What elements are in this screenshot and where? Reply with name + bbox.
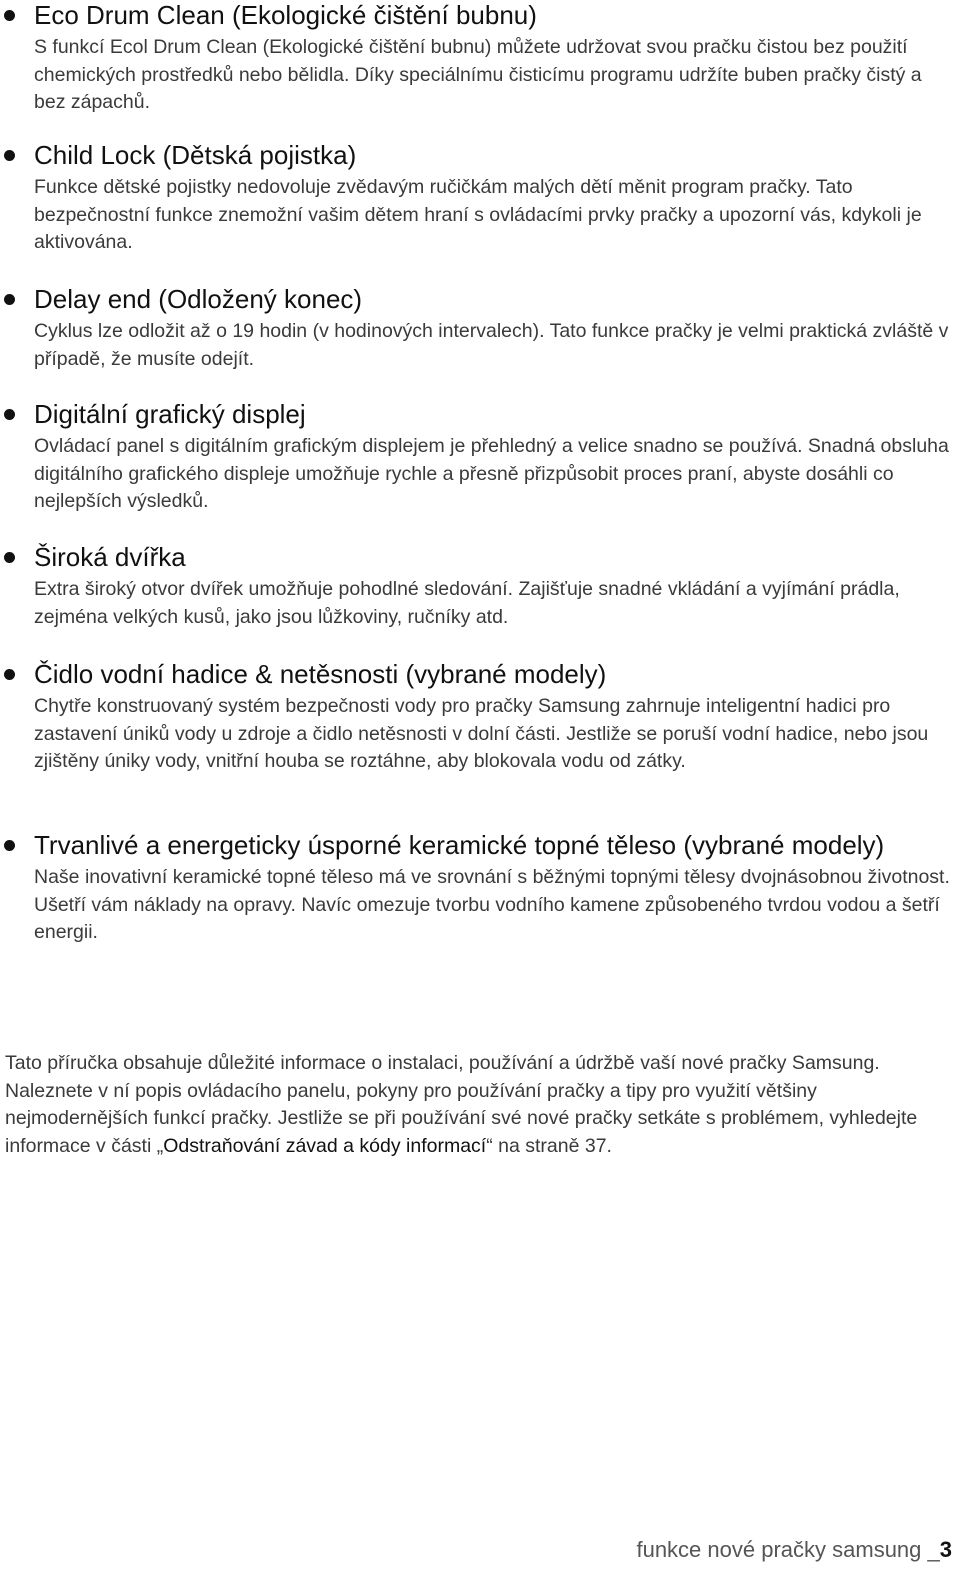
troubleshooting-reference: Odstraňování závad a kódy informací (163, 1134, 487, 1157)
feature-digital-display (0, 395, 960, 516)
feature-description: Ovládací panel s digitálním grafickým displejem je přehledný a velice snadno se používá. Snadná obsluha digitálního grafického displeje umožňuje rychle a přesně přizpůsobit proces praní, abyste dosáhli co nejlepších výsledků. (34, 435, 949, 512)
feature-description: S funkcí Ecol Drum Clean (Ekologické čištění bubnu) můžete udržovat svou pračku čistou bez použití chemických prostředků nebo bělidla. Díky speciálnímu čisticímu programu udržíte buben pračky čistý a bez zápachů. (34, 36, 922, 113)
bullet-icon (4, 409, 15, 420)
intro-text: Tato příručka obsahuje důležité informace o instalaci, používání a údržbě vaší nové pračky Samsung. Naleznete v ní popis ovládacího panelu, pokyny pro používání pračky a tipy pro využití většiny nejmodernějších funkcí pračky. Jestliže se při používání své nové pračky setkáte s problémem, vyhledejte informace v části „ (5, 1052, 918, 1157)
feature-heading-text: Delay end (Odložený konec) (34, 284, 363, 314)
bullet-icon (4, 294, 15, 305)
intro-text-end: “ na straně 37. (486, 1134, 612, 1157)
feature-heading-text: Digitální grafický displej (34, 399, 306, 429)
feature-description: Funkce dětské pojistky nedovoluje zvědavým ručičkám malých dětí měnit program pračky. Tato bezpečnostní funkce znemožní vašim dětem hraní s ovládacími prvky pračky a upozorní vás, kdykoli je aktivována. (34, 176, 922, 253)
footer-section-label: funkce nové pračky samsung _ (636, 1537, 940, 1562)
feature-ceramic-heater (0, 826, 960, 947)
feature-delay-end (0, 280, 960, 373)
feature-heading-text: Child Lock (Dětská pojistka) (34, 140, 357, 170)
feature-description: Extra široký otvor dvířek umožňuje pohodlné sledování. Zajišťuje snadné vkládání a vyjímání prádla, zejména velkých kusů, jako jsou lůžkoviny, ručníky atd. (34, 578, 900, 628)
bullet-icon (4, 150, 15, 161)
feature-heading (0, 395, 950, 433)
feature-description-line: Naše inovativní keramické topné těleso má ve srovnání s běžnými topnými tělesy dvojnásobnou životnost. (34, 866, 950, 888)
feature-heading (0, 280, 950, 318)
feature-heading-text: Široká dvířka (34, 542, 186, 572)
feature-description: Cyklus lze odložit až o 19 hodin (v hodinových intervalech). Tato funkce pračky je velmi praktická zvláště v případě, že musíte odejít. (34, 320, 949, 370)
feature-description (0, 864, 950, 947)
feature-heading (0, 655, 950, 693)
feature-heading (0, 826, 950, 864)
feature-heading (0, 136, 950, 174)
feature-description: Chytře konstruovaný systém bezpečnosti vody pro pračky Samsung zahrnuje inteligentní hadici pro zastavení úniků vody u zdroje a čidlo netěsnosti v dolní části. Jestliže se poruší vodní hadice, nebo jsou zjištěny úniky vody, vnitřní houba se roztáhne, aby blokovala vodu od zátky. (34, 695, 929, 772)
feature-water-hose-sensor (0, 655, 960, 776)
bullet-icon (4, 10, 15, 21)
page-footer (636, 1535, 952, 1565)
bullet-icon (4, 840, 15, 851)
feature-heading (0, 0, 950, 34)
feature-heading (0, 538, 950, 576)
feature-heading-text: Trvanlivé a energeticky úsporné keramické topné těleso (vybrané modely) (34, 830, 885, 860)
manual-intro-paragraph (5, 1050, 955, 1160)
feature-eco-drum-clean (0, 0, 960, 117)
feature-description-line: Ušetří vám náklady na opravy. Navíc omezuje tvorbu vodního kamene způsobeného tvrdou vodou a šetří energii. (34, 893, 940, 943)
bullet-icon (4, 552, 15, 563)
feature-wide-door (0, 538, 960, 631)
feature-heading-text: Eco Drum Clean (Ekologické čištění bubnu) (34, 0, 537, 30)
page-number: 3 (939, 1537, 952, 1562)
bullet-icon (4, 669, 15, 680)
feature-child-lock (0, 136, 960, 257)
feature-heading-text: Čidlo vodní hadice & netěsnosti (vybrané modely) (34, 659, 607, 689)
